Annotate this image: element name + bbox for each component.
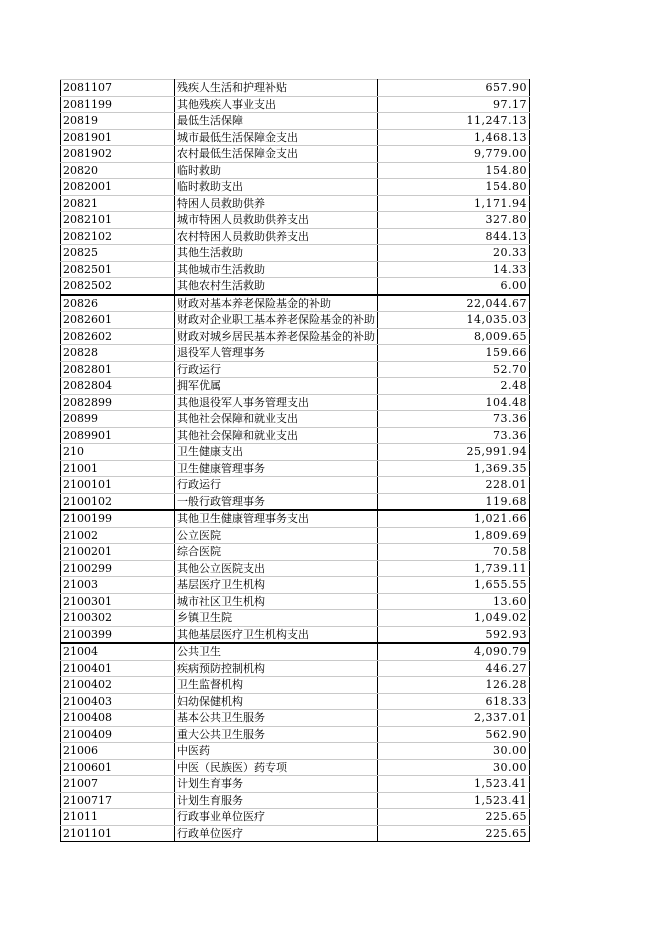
subject-code-cell[interactable]: 2082899 bbox=[61, 394, 175, 411]
table-row bbox=[61, 411, 530, 428]
subject-name-cell[interactable]: 城市最低生活保障金支出 bbox=[175, 129, 378, 146]
subject-code-cell[interactable]: 20821 bbox=[61, 195, 175, 212]
subject-name-cell[interactable]: 行政运行 bbox=[175, 477, 378, 494]
subject-code-cell[interactable]: 2100301 bbox=[61, 593, 175, 610]
table-row bbox=[61, 129, 530, 146]
subject-name-cell[interactable]: 基本公共卫生服务 bbox=[175, 710, 378, 727]
subject-code-cell[interactable]: 2081199 bbox=[61, 96, 175, 113]
budget-expenditure-table bbox=[60, 79, 530, 842]
table-row bbox=[61, 593, 530, 610]
subject-name-cell[interactable]: 疾病预防控制机构 bbox=[175, 660, 378, 677]
subject-name-cell[interactable]: 其他生活救助 bbox=[175, 245, 378, 262]
table-row bbox=[61, 544, 530, 561]
amount-cell[interactable]: 1,171.94 bbox=[378, 195, 530, 212]
subject-code-cell[interactable]: 20819 bbox=[61, 113, 175, 130]
subject-code-cell[interactable]: 2082502 bbox=[61, 278, 175, 295]
subject-code-cell[interactable]: 21004 bbox=[61, 643, 175, 660]
subject-name-cell[interactable]: 最低生活保障 bbox=[175, 113, 378, 130]
subject-code-cell[interactable]: 2100102 bbox=[61, 493, 175, 510]
subject-name-cell[interactable]: 其他社会保障和就业支出 bbox=[175, 411, 378, 428]
table-row bbox=[61, 510, 530, 527]
amount-cell[interactable]: 446.27 bbox=[378, 660, 530, 677]
table-row bbox=[61, 179, 530, 196]
subject-code-cell[interactable]: 2082501 bbox=[61, 261, 175, 278]
subject-name-cell[interactable]: 公立医院 bbox=[175, 527, 378, 544]
subject-name-cell[interactable]: 计划生育服务 bbox=[175, 792, 378, 809]
subject-name-cell[interactable]: 农村特困人员救助供养支出 bbox=[175, 228, 378, 245]
subject-code-cell[interactable]: 2100601 bbox=[61, 759, 175, 776]
table-row bbox=[61, 660, 530, 677]
amount-cell[interactable]: 30.00 bbox=[378, 743, 530, 760]
table-row bbox=[61, 493, 530, 510]
subject-code-cell[interactable]: 2100199 bbox=[61, 510, 175, 527]
amount-cell[interactable]: 11,247.13 bbox=[378, 113, 530, 130]
table-row bbox=[61, 245, 530, 262]
subject-name-cell[interactable]: 残疾人生活和护理补贴 bbox=[175, 80, 378, 97]
subject-code-cell[interactable]: 2100717 bbox=[61, 792, 175, 809]
amount-cell[interactable]: 1,809.69 bbox=[378, 527, 530, 544]
subject-name-cell[interactable]: 妇幼保健机构 bbox=[175, 693, 378, 710]
subject-code-cell[interactable]: 2082804 bbox=[61, 378, 175, 395]
subject-code-cell[interactable]: 210 bbox=[61, 444, 175, 461]
table-row bbox=[61, 560, 530, 577]
amount-cell[interactable]: 22,044.67 bbox=[378, 295, 530, 312]
amount-cell[interactable]: 97.17 bbox=[378, 96, 530, 113]
subject-name-cell[interactable]: 卫生监督机构 bbox=[175, 677, 378, 694]
subject-code-cell[interactable]: 2082601 bbox=[61, 312, 175, 329]
subject-code-cell[interactable]: 21001 bbox=[61, 460, 175, 477]
subject-name-cell[interactable]: 临时救助 bbox=[175, 162, 378, 179]
subject-name-cell[interactable]: 行政单位医疗 bbox=[175, 825, 378, 842]
subject-code-cell[interactable]: 2100408 bbox=[61, 710, 175, 727]
subject-name-cell[interactable]: 城市特困人员救助供养支出 bbox=[175, 212, 378, 229]
subject-code-cell[interactable]: 2082001 bbox=[61, 179, 175, 196]
table-row bbox=[61, 427, 530, 444]
amount-cell[interactable]: 159.66 bbox=[378, 345, 530, 362]
subject-name-cell[interactable]: 计划生育事务 bbox=[175, 776, 378, 793]
subject-code-cell[interactable]: 20828 bbox=[61, 345, 175, 362]
table-row bbox=[61, 195, 530, 212]
table-row bbox=[61, 710, 530, 727]
subject-name-cell[interactable]: 退役军人管理事务 bbox=[175, 345, 378, 362]
table-row bbox=[61, 394, 530, 411]
amount-cell[interactable]: 73.36 bbox=[378, 427, 530, 444]
subject-code-cell[interactable]: 20825 bbox=[61, 245, 175, 262]
subject-name-cell[interactable]: 其他残疾人事业支出 bbox=[175, 96, 378, 113]
amount-cell[interactable]: 25,991.94 bbox=[378, 444, 530, 461]
table-row bbox=[61, 743, 530, 760]
table-row bbox=[61, 577, 530, 594]
amount-cell[interactable]: 6.00 bbox=[378, 278, 530, 295]
subject-name-cell[interactable]: 财政对企业职工基本养老保险基金的补助 bbox=[175, 312, 378, 329]
subject-name-cell[interactable]: 其他退役军人事务管理支出 bbox=[175, 394, 378, 411]
subject-code-cell[interactable]: 2081901 bbox=[61, 129, 175, 146]
table-row bbox=[61, 643, 530, 660]
table-row bbox=[61, 792, 530, 809]
subject-code-cell[interactable]: 2100403 bbox=[61, 693, 175, 710]
table-row bbox=[61, 759, 530, 776]
amount-cell[interactable]: 154.80 bbox=[378, 162, 530, 179]
subject-name-cell[interactable]: 一般行政管理事务 bbox=[175, 493, 378, 510]
subject-name-cell[interactable]: 其他农村生活救助 bbox=[175, 278, 378, 295]
table-row bbox=[61, 378, 530, 395]
table-row bbox=[61, 146, 530, 163]
amount-cell[interactable]: 104.48 bbox=[378, 394, 530, 411]
amount-cell[interactable]: 228.01 bbox=[378, 477, 530, 494]
subject-name-cell[interactable]: 其他卫生健康管理事务支出 bbox=[175, 510, 378, 527]
amount-cell[interactable]: 1,369.35 bbox=[378, 460, 530, 477]
subject-code-cell[interactable]: 2082101 bbox=[61, 212, 175, 229]
amount-cell[interactable]: 1,021.66 bbox=[378, 510, 530, 527]
subject-name-cell[interactable]: 公共卫生 bbox=[175, 643, 378, 660]
table-row bbox=[61, 776, 530, 793]
amount-cell[interactable]: 13.60 bbox=[378, 593, 530, 610]
table-row bbox=[61, 610, 530, 627]
table-row bbox=[61, 693, 530, 710]
subject-code-cell[interactable]: 2101101 bbox=[61, 825, 175, 842]
subject-name-cell[interactable]: 中医药 bbox=[175, 743, 378, 760]
table-row bbox=[61, 726, 530, 743]
subject-name-cell[interactable]: 其他公立医院支出 bbox=[175, 560, 378, 577]
subject-code-cell[interactable]: 21007 bbox=[61, 776, 175, 793]
amount-cell[interactable]: 30.00 bbox=[378, 759, 530, 776]
amount-cell[interactable]: 8,009.65 bbox=[378, 328, 530, 345]
amount-cell[interactable]: 327.80 bbox=[378, 212, 530, 229]
table-row bbox=[61, 527, 530, 544]
table-row bbox=[61, 278, 530, 295]
table-row bbox=[61, 809, 530, 826]
subject-code-cell[interactable]: 2100401 bbox=[61, 660, 175, 677]
amount-cell[interactable]: 225.65 bbox=[378, 809, 530, 826]
table-row bbox=[61, 162, 530, 179]
subject-code-cell[interactable]: 2082102 bbox=[61, 228, 175, 245]
table-row bbox=[61, 295, 530, 312]
amount-cell[interactable]: 657.90 bbox=[378, 80, 530, 97]
table-row bbox=[61, 328, 530, 345]
amount-cell[interactable]: 2,337.01 bbox=[378, 710, 530, 727]
subject-name-cell[interactable]: 其他基层医疗卫生机构支出 bbox=[175, 626, 378, 643]
subject-code-cell[interactable]: 2100302 bbox=[61, 610, 175, 627]
table-row bbox=[61, 677, 530, 694]
amount-cell[interactable]: 52.70 bbox=[378, 361, 530, 378]
subject-name-cell[interactable]: 临时救助支出 bbox=[175, 179, 378, 196]
subject-name-cell[interactable]: 乡镇卫生院 bbox=[175, 610, 378, 627]
amount-cell[interactable]: 14.33 bbox=[378, 261, 530, 278]
subject-code-cell[interactable]: 2100409 bbox=[61, 726, 175, 743]
subject-code-cell[interactable]: 2089901 bbox=[61, 427, 175, 444]
amount-cell[interactable]: 225.65 bbox=[378, 825, 530, 842]
amount-cell[interactable]: 1,523.41 bbox=[378, 776, 530, 793]
amount-cell[interactable]: 4,090.79 bbox=[378, 643, 530, 660]
subject-name-cell[interactable]: 重大公共卫生服务 bbox=[175, 726, 378, 743]
amount-cell[interactable]: 126.28 bbox=[378, 677, 530, 694]
subject-name-cell[interactable]: 其他社会保障和就业支出 bbox=[175, 427, 378, 444]
amount-cell[interactable]: 73.36 bbox=[378, 411, 530, 428]
table-row bbox=[61, 477, 530, 494]
table-row bbox=[61, 113, 530, 130]
amount-cell[interactable]: 1,523.41 bbox=[378, 792, 530, 809]
subject-name-cell[interactable]: 卫生健康管理事务 bbox=[175, 460, 378, 477]
subject-code-cell[interactable]: 2082602 bbox=[61, 328, 175, 345]
subject-name-cell[interactable]: 中医（民族医）药专项 bbox=[175, 759, 378, 776]
table-row bbox=[61, 460, 530, 477]
table-row bbox=[61, 80, 530, 97]
subject-code-cell[interactable]: 2082801 bbox=[61, 361, 175, 378]
subject-name-cell[interactable]: 财政对基本养老保险基金的补助 bbox=[175, 295, 378, 312]
amount-cell[interactable]: 562.90 bbox=[378, 726, 530, 743]
amount-cell[interactable]: 119.68 bbox=[378, 493, 530, 510]
subject-code-cell[interactable]: 21003 bbox=[61, 577, 175, 594]
subject-code-cell[interactable]: 2100299 bbox=[61, 560, 175, 577]
subject-code-cell[interactable]: 20899 bbox=[61, 411, 175, 428]
table-row bbox=[61, 444, 530, 461]
table-row bbox=[61, 825, 530, 842]
amount-cell[interactable]: 1,049.02 bbox=[378, 610, 530, 627]
subject-code-cell[interactable]: 21006 bbox=[61, 743, 175, 760]
table-row bbox=[61, 96, 530, 113]
subject-code-cell[interactable]: 2100201 bbox=[61, 544, 175, 561]
subject-code-cell[interactable]: 2081902 bbox=[61, 146, 175, 163]
amount-cell[interactable]: 20.33 bbox=[378, 245, 530, 262]
subject-code-cell[interactable]: 2100399 bbox=[61, 626, 175, 643]
table-row bbox=[61, 212, 530, 229]
subject-name-cell[interactable]: 农村最低生活保障金支出 bbox=[175, 146, 378, 163]
amount-cell[interactable]: 1,655.55 bbox=[378, 577, 530, 594]
subject-name-cell[interactable]: 拥军优属 bbox=[175, 378, 378, 395]
subject-name-cell[interactable]: 行政事业单位医疗 bbox=[175, 809, 378, 826]
amount-cell[interactable]: 154.80 bbox=[378, 179, 530, 196]
amount-cell[interactable]: 70.58 bbox=[378, 544, 530, 561]
subject-name-cell[interactable]: 财政对城乡居民基本养老保险基金的补助 bbox=[175, 328, 378, 345]
amount-cell[interactable]: 14,035.03 bbox=[378, 312, 530, 329]
subject-code-cell[interactable]: 2100101 bbox=[61, 477, 175, 494]
subject-name-cell[interactable]: 综合医院 bbox=[175, 544, 378, 561]
subject-name-cell[interactable]: 行政运行 bbox=[175, 361, 378, 378]
table-body bbox=[61, 80, 530, 842]
amount-cell[interactable]: 592.93 bbox=[378, 626, 530, 643]
amount-cell[interactable]: 1,468.13 bbox=[378, 129, 530, 146]
amount-cell[interactable]: 844.13 bbox=[378, 228, 530, 245]
amount-cell[interactable]: 1,739.11 bbox=[378, 560, 530, 577]
table-row bbox=[61, 312, 530, 329]
subject-code-cell[interactable]: 2081107 bbox=[61, 80, 175, 97]
subject-code-cell[interactable]: 21011 bbox=[61, 809, 175, 826]
table-row bbox=[61, 228, 530, 245]
subject-code-cell[interactable]: 20820 bbox=[61, 162, 175, 179]
amount-cell[interactable]: 2.48 bbox=[378, 378, 530, 395]
amount-cell[interactable]: 9,779.00 bbox=[378, 146, 530, 163]
subject-code-cell[interactable]: 21002 bbox=[61, 527, 175, 544]
amount-cell[interactable]: 618.33 bbox=[378, 693, 530, 710]
subject-name-cell[interactable]: 卫生健康支出 bbox=[175, 444, 378, 461]
table-row bbox=[61, 345, 530, 362]
subject-code-cell[interactable]: 2100402 bbox=[61, 677, 175, 694]
subject-name-cell[interactable]: 其他城市生活救助 bbox=[175, 261, 378, 278]
subject-name-cell[interactable]: 特困人员救助供养 bbox=[175, 195, 378, 212]
table-row bbox=[61, 261, 530, 278]
table-row bbox=[61, 626, 530, 643]
subject-name-cell[interactable]: 城市社区卫生机构 bbox=[175, 593, 378, 610]
subject-code-cell[interactable]: 20826 bbox=[61, 295, 175, 312]
subject-name-cell[interactable]: 基层医疗卫生机构 bbox=[175, 577, 378, 594]
table-row bbox=[61, 361, 530, 378]
